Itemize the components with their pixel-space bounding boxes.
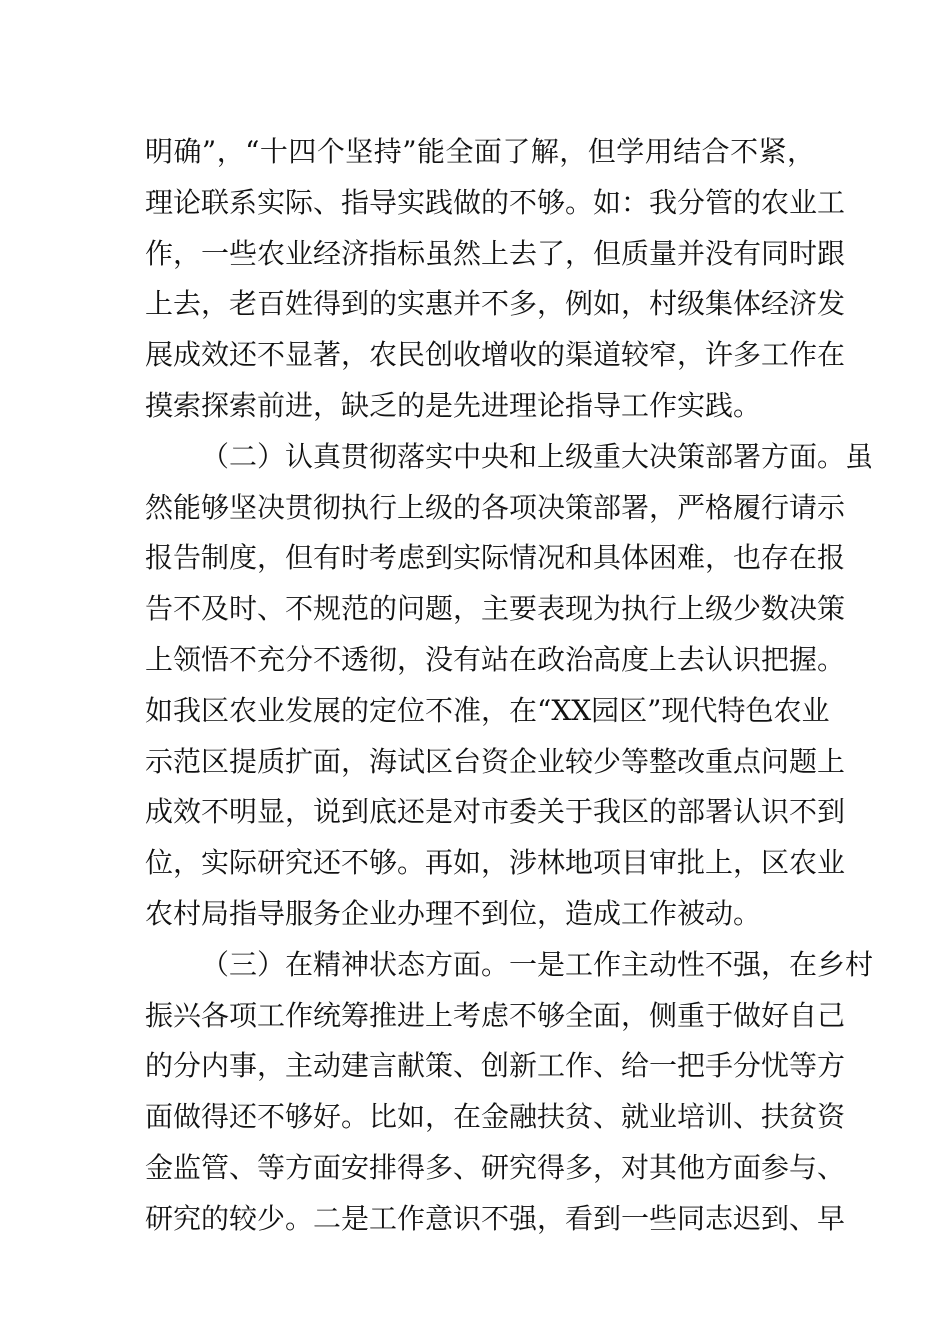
body-text (145, 127, 874, 1245)
text-line: 金监管、等方面安排得多、研究得多，对其他方面参与、 (145, 1150, 846, 1184)
text-line: 然能够坚决贯彻执行上级的各项决策部署，严格履行请示 (145, 490, 846, 524)
text-line: 面做得还不够好。比如，在金融扶贫、就业培训、扶贫资 (145, 1100, 846, 1134)
section-heading-line: （三）在精神状态方面。一是工作主动性不强，在乡村 (201, 947, 874, 981)
text-line: 示范区提质扩面，海试区台资企业较少等整改重点问题上 (145, 744, 846, 778)
text-line: 报告制度，但有时考虑到实际情况和具体困难，也存在报 (145, 541, 846, 575)
section-heading-line: （二）认真贯彻落实中央和上级重大决策部署方面。虽 (201, 439, 874, 473)
text-line: 上去，老百姓得到的实惠并不多，例如，村级集体经济发 (145, 287, 846, 321)
text-line: 研究的较少。二是工作意识不强，看到一些同志迟到、早 (145, 1201, 846, 1235)
text-line: 位，实际研究还不够。再如，涉林地项目审批上，区农业 (145, 846, 846, 880)
text-line: 振兴各项工作统筹推进上考虑不够全面，侧重于做好自己 (145, 998, 846, 1032)
text-line: 明确”，“十四个坚持”能全面了解，但学用结合不紧， (145, 135, 815, 168)
text-line: 上领悟不充分不透彻，没有站在政治高度上去认识把握。 (145, 642, 846, 676)
text-line: 农村局指导服务企业办理不到位，造成工作被动。 (145, 896, 762, 930)
text-line: 告不及时、不规范的问题，主要表现为执行上级少数决策 (145, 592, 846, 626)
text-line: 如我区农业发展的定位不准，在“XX园区”现代特色农业 (145, 693, 830, 727)
text-line: 作，一些农业经济指标虽然上去了，但质量并没有同时跟 (145, 236, 846, 270)
text-line: 展成效还不显著，农民创收增收的渠道较窄，许多工作在 (145, 338, 846, 372)
text-line: 的分内事，主动建言献策、创新工作、给一把手分忧等方 (145, 1049, 846, 1083)
text-line: 理论联系实际、指导实践做的不够。如：我分管的农业工 (145, 185, 846, 219)
text-line: 成效不明显，说到底还是对市委关于我区的部署认识不到 (145, 795, 846, 829)
text-line: 摸索探索前进，缺乏的是先进理论指导工作实践。 (145, 388, 762, 422)
